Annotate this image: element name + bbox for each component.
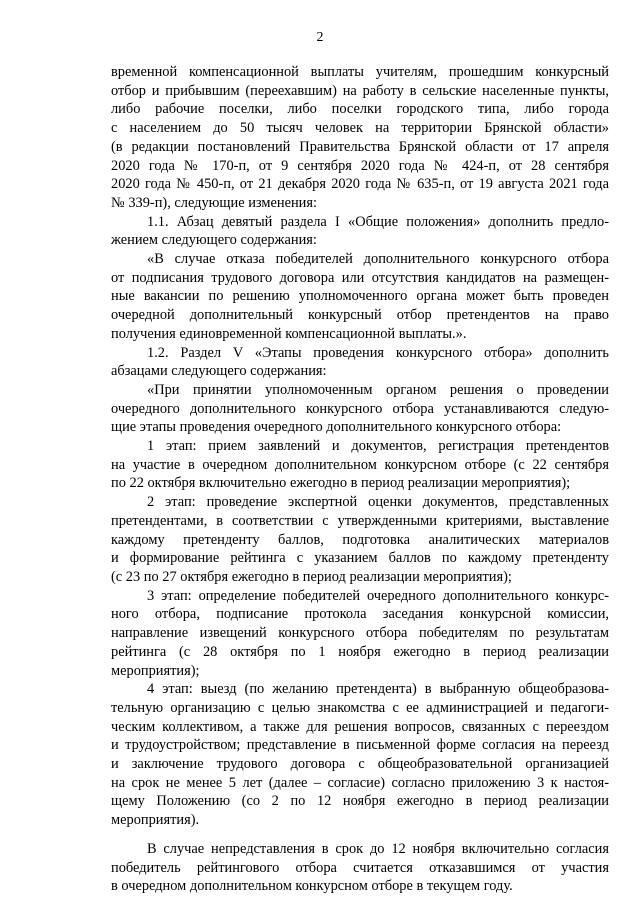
text-line: 3 этап: определение победителей очередного дополнительного конкурс- — [147, 587, 609, 604]
text-line: каждому претенденту баллов, подготовка аналитических материалов — [111, 531, 609, 548]
text-line: победитель рейтингового отбора считается отказавшимся от участия — [111, 859, 609, 876]
text-line: В случае непредставления в срок до 12 ноября включительно согласия — [147, 840, 609, 857]
text-line: 1.1. Абзац девятый раздела I «Общие положения» дополнить предло- — [147, 213, 609, 230]
text-line: с населением до 50 тысяч человек на территории Брянской области» — [111, 120, 609, 137]
text-line: 1.2. Раздел V «Этапы проведения конкурсного отбора» дополнить — [147, 344, 609, 361]
text-line: мероприятия). — [111, 812, 200, 829]
text-line: по 22 октября включительно ежегодно в период реализации мероприятия); — [111, 475, 571, 492]
text-line: ные вакансии по решению уполномоченного органа может быть проведен — [111, 288, 609, 305]
text-line: рейтинга (с 28 октября по 1 ноября ежегодно в период реализации — [111, 643, 609, 660]
text-line: получения единовременной компенсационной выплаты.». — [111, 325, 467, 342]
text-line: 2020 года № 170-п, от 9 сентября 2020 года № 424-п, от 28 сентября — [111, 157, 609, 174]
text-line: абзацами следующего содержания: — [111, 363, 327, 380]
text-line: от подписания трудового договора или отсутствия кандидатов на размещен- — [111, 269, 609, 286]
text-line: и заключение трудового договора с общеобразовательной организацией — [111, 756, 609, 773]
text-line: (в редакции постановлений Правительства Брянской области от 17 апреля — [111, 138, 609, 155]
document-body — [111, 63, 609, 896]
text-line: очередного дополнительного конкурсного отбора устанавливаются следую- — [111, 400, 609, 417]
text-line: 4 этап: выезд (по желанию претендента) в выбранную общеобразова- — [147, 681, 609, 698]
text-line: 1 этап: прием заявлений и документов, регистрация претендентов — [147, 438, 609, 455]
text-line: жением следующего содержания: — [111, 232, 317, 249]
text-line: № 339-п), следующие изменения: — [111, 194, 317, 211]
text-line: тельную организацию с целью знакомства с ее администрацией и педагоги- — [111, 699, 609, 716]
text-line: «В случае отказа победителей дополнительного конкурсного отбора — [147, 251, 609, 268]
text-line: щие этапы проведения очередного дополнительного конкурсного отбора: — [111, 419, 562, 436]
page-number: 2 — [316, 30, 324, 45]
text-line: на участие в очередном дополнительном конкурсном отборе (с 22 сентября — [111, 456, 609, 473]
text-line: 2020 года № 450-п, от 21 декабря 2020 года № 635-п, от 19 августа 2021 года — [111, 176, 609, 193]
text-line: мероприятия); — [111, 662, 200, 679]
text-line: ного отбора, подписание протокола заседания конкурсной комиссии, — [111, 606, 609, 623]
text-line: 2 этап: проведение экспертной оценки документов, представленных — [147, 494, 609, 511]
text-line: ческим коллективом, а также для решения вопросов, связанных с переездом — [111, 718, 609, 735]
text-line: и трудоустройством; представление в письменной форме согласия на переезд — [111, 737, 609, 754]
text-line: претендентами, в соответствии с утвержденными критериями, выставление — [111, 512, 609, 529]
text-line: либо рабочие поселки, либо поселки городского типа, либо города — [111, 101, 609, 118]
text-line: «При принятии уполномоченным органом решения о проведении — [147, 381, 609, 398]
text-line: направление извещений конкурсного отбора победителям по результатам — [111, 625, 609, 642]
text-line: на срок не менее 5 лет (далее – согласие) согласно приложению 3 к настоя- — [111, 774, 609, 791]
text-line: (с 23 по 27 октября ежегодно в период реализации мероприятия); — [111, 568, 512, 585]
text-line: щему Положению (со 2 по 12 ноября ежегодно в период реализации — [111, 793, 609, 810]
text-line: отбор и прибывшим (переехавшим) на работу в сельские населенные пункты, — [111, 82, 609, 99]
text-line: и формирование рейтинга с указанием баллов по каждому претенденту — [111, 550, 609, 567]
text-line: очередной дополнительный конкурсный отбор претендентов на право — [111, 307, 609, 324]
text-line: в очередном дополнительном конкурсном отборе в текущем году. — [111, 878, 513, 895]
text-line: временной компенсационной выплаты учителям, прошедшим конкурсный — [111, 64, 609, 80]
